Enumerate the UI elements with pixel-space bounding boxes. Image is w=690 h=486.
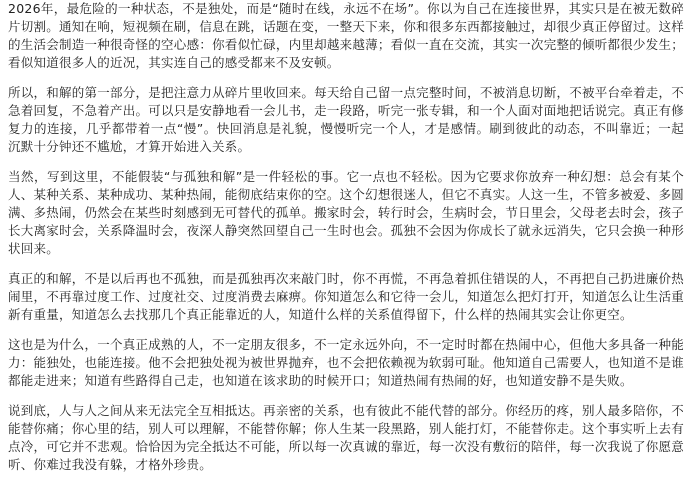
paragraph-5: 这也是为什么，一个真正成熟的人，不一定朋友很多，不一定永远外向，不一定时时都在热闹中心，但他大多具备一种能力：能独处，也能连接。他不会把独处视为被世界抛弃，也不会把依赖视为软弱可耻。他知道自己需要人，也知道不是谁都能走进来；知道有些路得自己走，也知道在该求助的时候开口；知道热闹有热闹的好，也知道安静不是失败。 [8,337,684,388]
paragraph-4: 真正的和解，不是以后再也不孤独，而是孤独再次来敲门时，你不再慌，不再急着抓住错误的人，不再把自己扔进廉价热闹里，不再靠过度工作、过度社交、过度消费去麻痹。你知道怎么和它待一会儿，知道怎么把灯打开，知道怎么让生活重新有重量，知道怎么去找那几个真正能靠近的人，知道什么样的关系值得留下，什么样的热闹其实会让你更空。 [8,271,684,322]
paragraph-6: 说到底，人与人之间从来无法完全互相抵达。再亲密的关系，也有彼此不能代替的部分。你经历的疼，别人最多陪你，不能替你痛；你心里的结，别人可以理解，不能替你解；你人生某一段黑路，别人能打灯，不能替你走。这个事实听上去有点冷，可它并不悲观。恰恰因为完全抵达不可能，所以每一次真诚的靠近，每一次没有敷衍的陪伴，每一次我说了你愿意听、你难过我没有躲，才格外珍贵。 [8,403,684,472]
article-body [8,0,684,486]
paragraph-2: 所以，和解的第一部分，是把注意力从碎片里收回来。每天给自己留一点完整时间，不被消息切断，不被平台牵着走，不急着回复，不急着产出。可以只是安静地看一会儿书，走一段路，听完一张专辑，和一个人面对面地把话说完。真正有修复力的连接，几乎都带着一点“慢”。快回消息是礼貌，慢慢听完一个人，才是感情。刷到彼此的动态，不叫靠近；一起沉默十分钟还不尴尬，才算开始进入关系。 [8,85,684,154]
paragraph-3: 当然，写到这里，不能假装“与孤独和解”是一件轻松的事。它一点也不轻松。因为它要求你放弃一种幻想：总会有某个人、某种关系、某种成功、某种热闹，能彻底结束你的空。这个幻想很迷人，但它不真实。人这一生，不管多被爱、多圆满、多热闹，仍然会在某些时刻感到无可替代的孤单。搬家时会，转行时会，生病时会，节日里会，父母老去时会，孩子长大离家时会，关系降温时会，夜深人静突然回望自己一生时也会。孤独不会因为你成长了就永远消失，它只会换一种形状回来。 [8,169,684,256]
paragraph-1: 2026年，最危险的一种状态，不是独处，而是“随时在线，永远不在场”。你以为自己在连接世界，其实只是在被无数碎片切割。通知在响，短视频在刷，信息在跳，话题在变，一整天下来，你和很多东西都接触过，却很少真正停留过。这样的生活会制造一种很奇怪的空心感：你看似忙碌，内里却越来越薄；看似一直在交流，其实一次完整的倾听都很少发生；看似知道很多人的近况，其实连自己的感受都来不及安顿。 [8,1,684,70]
